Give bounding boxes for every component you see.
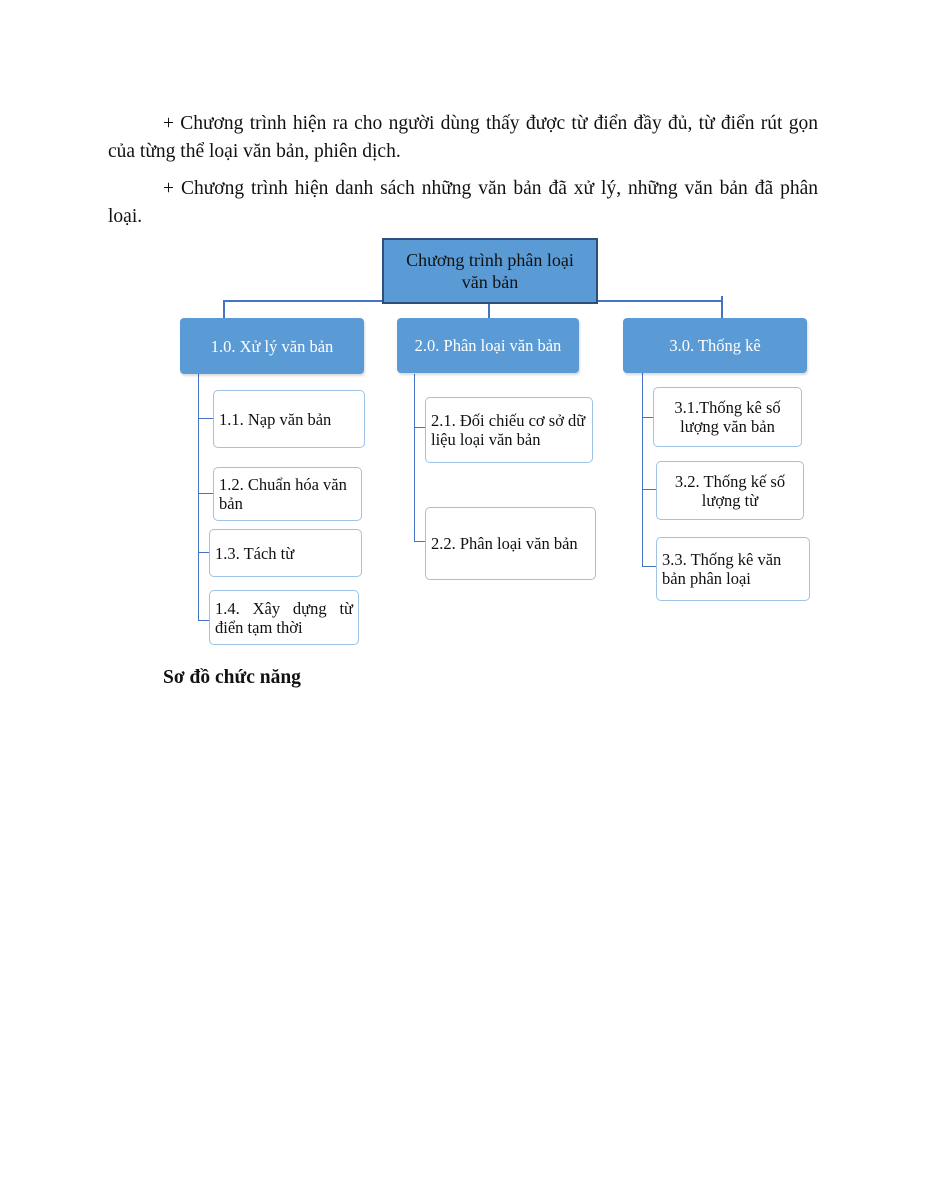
connector-1-2 — [198, 493, 214, 494]
connector-3-3 — [642, 566, 656, 567]
child-label-1-4: 1.4. Xây dựng từ điển tạm thời — [215, 598, 353, 637]
connector-vertical-3 — [642, 372, 643, 567]
child-node-3-2 — [656, 461, 804, 520]
child-label-3-2: 3.2. Thống kế số lượng từ — [674, 471, 786, 510]
child-node-2-2 — [425, 507, 596, 580]
child-node-1-2 — [213, 467, 362, 521]
child-node-1-1 — [213, 390, 365, 448]
child-label-3-1: 3.1.Thống kê số lượng văn bản — [674, 398, 781, 436]
child-label-1-2: 1.2. Chuẩn hóa văn bản — [219, 475, 347, 513]
branch-label-3: 3.0. Thống kê — [669, 336, 761, 355]
child-label-3-3: 3.3. Thống kê văn bản phân loại — [662, 550, 782, 588]
child-node-1-3 — [209, 529, 362, 577]
connector-branch-1 — [223, 300, 225, 320]
connector-vertical-1 — [198, 374, 199, 621]
child-node-1-4 — [209, 590, 359, 645]
child-node-2-1 — [425, 397, 593, 463]
branch-node-3 — [623, 318, 807, 373]
root-node — [382, 238, 598, 304]
child-node-3-3 — [656, 537, 810, 601]
child-label-2-1: 2.1. Đối chiếu cơ sở dữ liệu loại văn bản — [431, 411, 586, 449]
connector-branch-3 — [721, 296, 723, 320]
paragraph-1: + Chương trình hiện ra cho người dùng thấy được từ điển đầy đủ, từ điển rút gọn của từng thể loại văn bản, phiên dịch. — [108, 113, 818, 162]
branch-label-1: 1.0. Xử lý văn bản — [210, 336, 334, 356]
connector-3-2 — [642, 489, 656, 490]
child-label-1-3: 1.3. Tách từ — [215, 543, 295, 563]
branch-node-2 — [397, 318, 579, 373]
branch-node-1 — [180, 318, 364, 374]
diagram-caption: Sơ đồ chức năng — [163, 667, 301, 688]
connector-vertical-2 — [414, 374, 415, 542]
child-label-1-1: 1.1. Nạp văn bản — [219, 409, 332, 429]
root-label: Chương trình phân loại văn bản — [406, 250, 574, 292]
child-node-3-1 — [653, 387, 802, 447]
branch-label-2: 2.0. Phân loại văn bản — [414, 336, 562, 355]
connector-1-1 — [198, 418, 214, 419]
child-label-2-2: 2.2. Phân loại văn bản — [431, 534, 578, 553]
paragraph-2: + Chương trình hiện danh sách những văn bản đã xử lý, những văn bản đã phân loại. — [108, 178, 818, 227]
